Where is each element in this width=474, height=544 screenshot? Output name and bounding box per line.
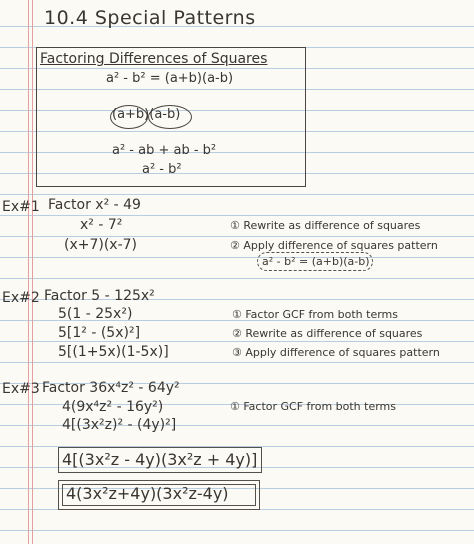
ex3-prompt: Factor 36x⁴z² - 64y² — [42, 380, 180, 396]
ex1-prompt: Factor x² - 49 — [48, 197, 141, 213]
ex1-label: Ex#1 — [2, 199, 40, 215]
ex2-line2: 5[1² - (5x)²] — [58, 325, 141, 341]
ex1-line2: (x+7)(x-7) — [64, 237, 138, 253]
ex2-step1: ① Factor GCF from both terms — [232, 308, 398, 321]
ex1-line1: x² - 7² — [80, 217, 123, 233]
margin-line-right — [32, 0, 33, 544]
page-title: 10.4 Special Patterns — [44, 7, 256, 29]
ex3-line4: 4(3x²z+4y)(3x²z-4y) — [66, 484, 229, 503]
box-product: (a+b)(a-b) — [112, 107, 181, 122]
ex2-line3: 5[(1+5x)(1-5x)] — [58, 344, 169, 360]
ex2-line1: 5(1 - 25x²) — [58, 306, 133, 322]
box-expanded: a² - ab + ab - b² — [112, 143, 217, 158]
ex2-label: Ex#2 — [2, 290, 40, 306]
box-heading: Factoring Differences of Squares — [40, 51, 268, 67]
ex3-line2: 4[(3x²z)² - (4y)²] — [62, 417, 177, 433]
box-result: a² - b² — [142, 162, 182, 177]
ex3-line3: 4[(3x²z - 4y)(3x²z + 4y)] — [62, 450, 258, 469]
ex3-step1: ① Factor GCF from both terms — [230, 400, 396, 413]
ex3-line1: 4(9x⁴z² - 16y²) — [62, 399, 164, 415]
ex1-step1: ① Rewrite as difference of squares — [230, 219, 421, 232]
box-formula: a² - b² = (a+b)(a-b) — [106, 71, 234, 86]
ex3-label: Ex#3 — [2, 381, 40, 397]
ex1-step2: ② Apply difference of squares pattern — [230, 239, 438, 252]
ex2-step3: ③ Apply difference of squares pattern — [232, 346, 440, 359]
margin-line-left — [28, 0, 29, 544]
ex1-pattern: a² - b² = (a+b)(a-b) — [262, 255, 370, 268]
ex2-step2: ② Rewrite as difference of squares — [232, 327, 423, 340]
ex2-prompt: Factor 5 - 125x² — [44, 288, 155, 304]
